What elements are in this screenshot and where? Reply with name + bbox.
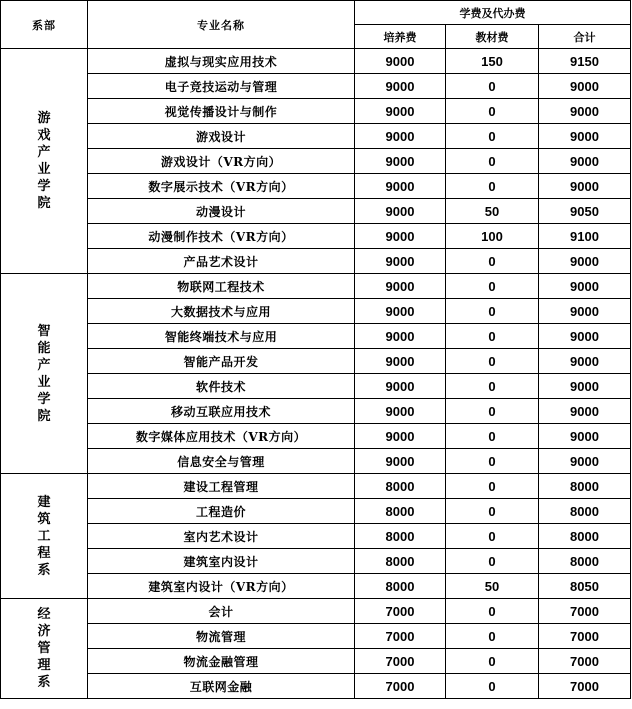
major-cell: 建筑室内设计（VR方向）	[88, 574, 355, 599]
major-cell: 互联网金融	[88, 674, 355, 699]
total-cell: 9050	[539, 199, 631, 224]
material-cell: 0	[446, 474, 539, 499]
tuition-cell: 9000	[355, 124, 446, 149]
material-cell: 0	[446, 524, 539, 549]
table-body	[1, 49, 631, 699]
table-row	[1, 399, 631, 424]
material-cell: 100	[446, 224, 539, 249]
table-row	[1, 474, 631, 499]
tuition-cell: 8000	[355, 524, 446, 549]
material-cell: 0	[446, 449, 539, 474]
table-row	[1, 524, 631, 549]
material-cell: 0	[446, 99, 539, 124]
tuition-cell: 9000	[355, 99, 446, 124]
dept-label: 经济管理系	[37, 607, 51, 690]
dept-label: 智能产业学院	[37, 323, 51, 424]
total-cell: 9150	[539, 49, 631, 74]
tuition-cell: 9000	[355, 49, 446, 74]
tuition-cell: 9000	[355, 424, 446, 449]
material-cell: 0	[446, 249, 539, 274]
material-cell: 0	[446, 499, 539, 524]
dept-cell	[1, 599, 88, 699]
table-row	[1, 124, 631, 149]
material-cell: 0	[446, 349, 539, 374]
table-row	[1, 349, 631, 374]
material-cell: 0	[446, 624, 539, 649]
header-row	[1, 1, 631, 25]
tuition-cell: 8000	[355, 549, 446, 574]
major-cell: 智能终端技术与应用	[88, 324, 355, 349]
table-row	[1, 249, 631, 274]
tuition-cell: 9000	[355, 199, 446, 224]
major-cell: 工程造价	[88, 499, 355, 524]
major-cell: 产品艺术设计	[88, 249, 355, 274]
major-cell: 数字媒体应用技术（VR方向）	[88, 424, 355, 449]
total-cell: 9000	[539, 74, 631, 99]
material-cell: 0	[446, 324, 539, 349]
total-cell: 9000	[539, 374, 631, 399]
dept-label: 建筑工程系	[37, 494, 51, 578]
major-cell: 建筑室内设计	[88, 549, 355, 574]
total-cell: 7000	[539, 649, 631, 674]
header-material: 教材费	[446, 25, 539, 49]
material-cell: 0	[446, 674, 539, 699]
tuition-cell: 9000	[355, 349, 446, 374]
tuition-cell: 9000	[355, 224, 446, 249]
table-row	[1, 299, 631, 324]
total-cell: 9000	[539, 349, 631, 374]
material-cell: 0	[446, 549, 539, 574]
table-row	[1, 99, 631, 124]
tuition-cell: 9000	[355, 174, 446, 199]
table-row	[1, 324, 631, 349]
table-row	[1, 449, 631, 474]
tuition-cell: 9000	[355, 274, 446, 299]
tuition-cell: 7000	[355, 649, 446, 674]
major-cell: 游戏设计（VR方向）	[88, 149, 355, 174]
total-cell: 9000	[539, 399, 631, 424]
total-cell: 9000	[539, 299, 631, 324]
table-row	[1, 149, 631, 174]
material-cell: 0	[446, 599, 539, 624]
table-row	[1, 624, 631, 649]
major-cell: 大数据技术与应用	[88, 299, 355, 324]
total-cell: 8000	[539, 474, 631, 499]
dept-cell	[1, 274, 88, 474]
material-cell: 0	[446, 149, 539, 174]
tuition-cell: 9000	[355, 149, 446, 174]
major-cell: 物流金融管理	[88, 649, 355, 674]
table-row	[1, 274, 631, 299]
tuition-cell: 7000	[355, 674, 446, 699]
dept-cell	[1, 474, 88, 599]
dept-label: 游戏产业学院	[37, 111, 51, 211]
major-cell: 会计	[88, 599, 355, 624]
major-cell: 动漫制作技术（VR方向）	[88, 224, 355, 249]
tuition-cell: 9000	[355, 374, 446, 399]
total-cell: 9000	[539, 324, 631, 349]
tuition-cell: 8000	[355, 474, 446, 499]
tuition-cell: 7000	[355, 624, 446, 649]
major-cell: 视觉传播设计与制作	[88, 99, 355, 124]
tuition-cell: 9000	[355, 299, 446, 324]
major-cell: 室内艺术设计	[88, 524, 355, 549]
material-cell: 150	[446, 49, 539, 74]
material-cell: 0	[446, 374, 539, 399]
material-cell: 0	[446, 74, 539, 99]
major-cell: 动漫设计	[88, 199, 355, 224]
table-row	[1, 199, 631, 224]
table-row	[1, 574, 631, 599]
total-cell: 9100	[539, 224, 631, 249]
total-cell: 9000	[539, 149, 631, 174]
major-cell: 物流管理	[88, 624, 355, 649]
material-cell: 0	[446, 274, 539, 299]
total-cell: 7000	[539, 599, 631, 624]
major-cell: 移动互联应用技术	[88, 399, 355, 424]
major-cell: 电子竞技运动与管理	[88, 74, 355, 99]
total-cell: 8000	[539, 524, 631, 549]
dept-cell	[1, 49, 88, 274]
tuition-cell: 8000	[355, 574, 446, 599]
header-fees: 学费及代办费	[355, 1, 631, 25]
major-cell: 信息安全与管理	[88, 449, 355, 474]
total-cell: 7000	[539, 674, 631, 699]
total-cell: 8000	[539, 549, 631, 574]
material-cell: 0	[446, 649, 539, 674]
table-row	[1, 424, 631, 449]
tuition-cell: 9000	[355, 249, 446, 274]
tuition-cell: 7000	[355, 599, 446, 624]
table-row	[1, 74, 631, 99]
header-major: 专业名称	[88, 1, 355, 49]
material-cell: 0	[446, 174, 539, 199]
material-cell: 0	[446, 424, 539, 449]
table-row	[1, 224, 631, 249]
table-row	[1, 374, 631, 399]
material-cell: 50	[446, 199, 539, 224]
table-row	[1, 649, 631, 674]
total-cell: 8000	[539, 499, 631, 524]
major-cell: 虚拟与现实应用技术	[88, 49, 355, 74]
tuition-cell: 9000	[355, 74, 446, 99]
table-row	[1, 674, 631, 699]
tuition-cell: 9000	[355, 449, 446, 474]
total-cell: 9000	[539, 99, 631, 124]
table-row	[1, 499, 631, 524]
header-total: 合计	[539, 25, 631, 49]
total-cell: 9000	[539, 274, 631, 299]
total-cell: 9000	[539, 174, 631, 199]
major-cell: 数字展示技术（VR方向）	[88, 174, 355, 199]
major-cell: 建设工程管理	[88, 474, 355, 499]
major-cell: 软件技术	[88, 374, 355, 399]
total-cell: 9000	[539, 449, 631, 474]
major-cell: 物联网工程技术	[88, 274, 355, 299]
header-dept: 系部	[1, 1, 88, 49]
total-cell: 9000	[539, 124, 631, 149]
tuition-cell: 9000	[355, 399, 446, 424]
tuition-cell: 8000	[355, 499, 446, 524]
total-cell: 9000	[539, 424, 631, 449]
table-row	[1, 174, 631, 199]
total-cell: 9000	[539, 249, 631, 274]
table-row	[1, 49, 631, 74]
table-row	[1, 549, 631, 574]
material-cell: 50	[446, 574, 539, 599]
material-cell: 0	[446, 124, 539, 149]
tuition-cell: 9000	[355, 324, 446, 349]
major-cell: 游戏设计	[88, 124, 355, 149]
total-cell: 7000	[539, 624, 631, 649]
header-tuition: 培养费	[355, 25, 446, 49]
material-cell: 0	[446, 299, 539, 324]
total-cell: 8050	[539, 574, 631, 599]
table-row	[1, 599, 631, 624]
major-cell: 智能产品开发	[88, 349, 355, 374]
material-cell: 0	[446, 399, 539, 424]
